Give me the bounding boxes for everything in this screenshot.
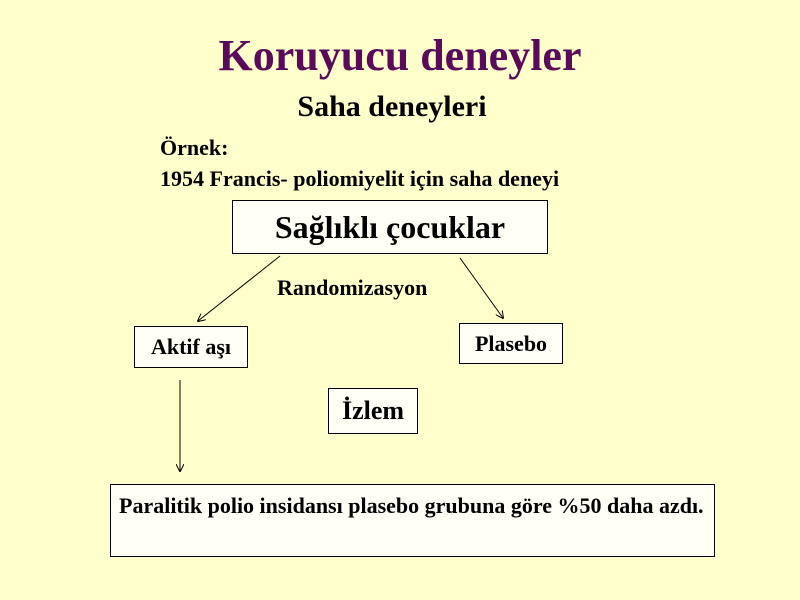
follow-up-label: İzlem bbox=[341, 396, 405, 425]
example-label: Örnek: bbox=[160, 135, 229, 160]
active-vaccine-label: Aktif aşı bbox=[150, 334, 232, 359]
healthy-children-label: Sağlıklı çocuklar bbox=[274, 208, 506, 245]
placebo-box bbox=[459, 323, 563, 364]
follow-up-box bbox=[328, 388, 418, 434]
arrow-to-active bbox=[198, 256, 280, 321]
arrow-to-placebo bbox=[460, 258, 503, 318]
slide-title: Koruyucu deneyler bbox=[218, 31, 582, 80]
randomization-label: Randomizasyon bbox=[277, 275, 428, 300]
example-description: 1954 Francis- poliomiyelit için saha deneyi bbox=[160, 166, 560, 191]
result-box bbox=[110, 484, 715, 557]
placebo-label: Plasebo bbox=[474, 330, 548, 356]
active-vaccine-box bbox=[134, 326, 248, 368]
slide-subtitle: Saha deneyleri bbox=[297, 90, 487, 123]
healthy-children-box bbox=[232, 200, 548, 254]
result-text: Paralitik polio insidansı plasebo grubuna göre %50 daha azdı. bbox=[119, 493, 704, 518]
